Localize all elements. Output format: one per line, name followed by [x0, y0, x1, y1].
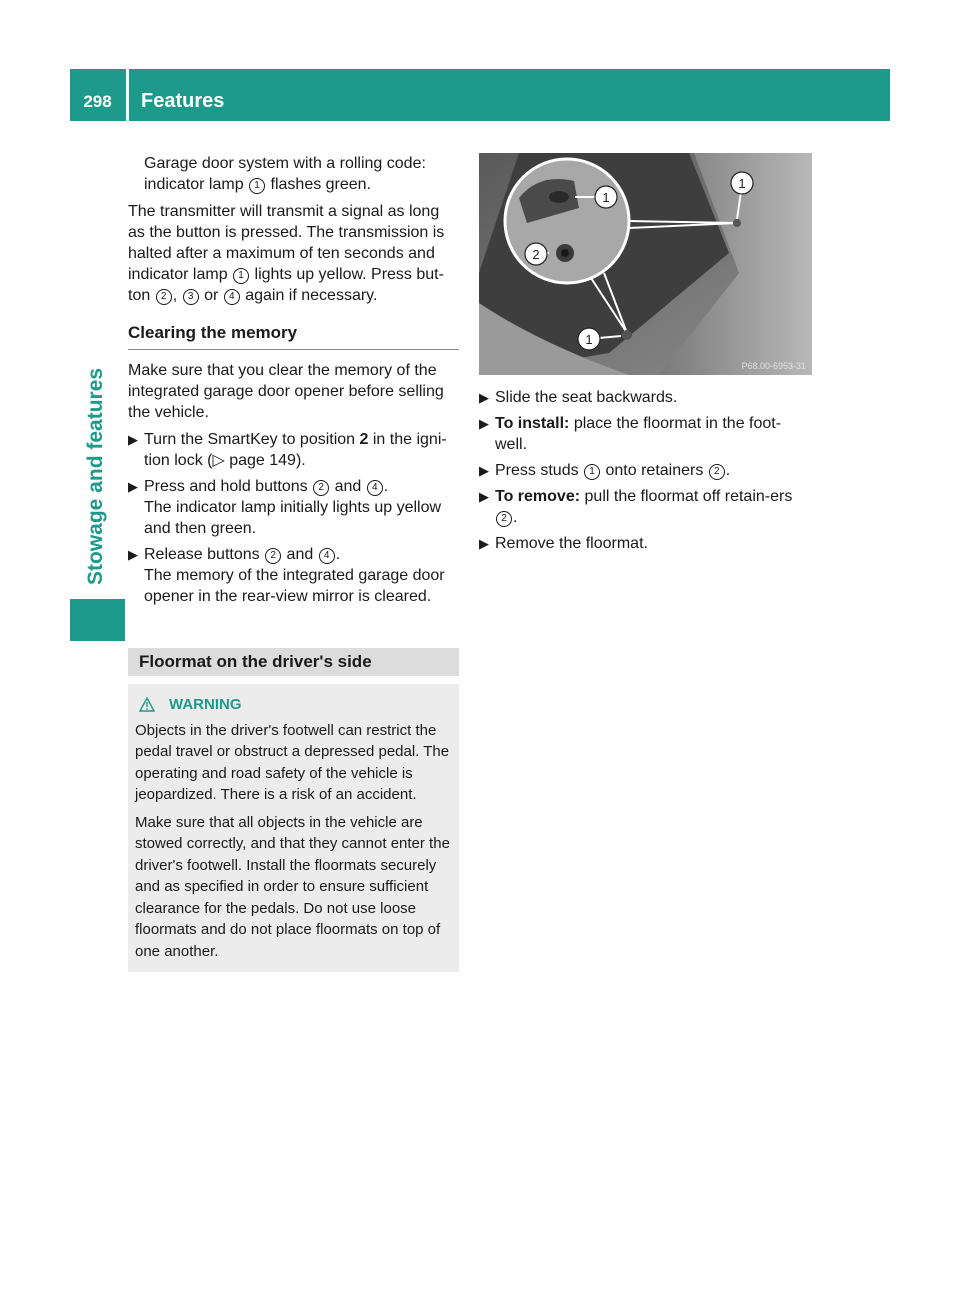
section-heading-floormat: Floormat on the driver's side — [128, 648, 459, 676]
circled-2-icon: 2 — [156, 289, 172, 305]
intro-line-2: indicator lamp 1 flashes green. — [144, 176, 372, 193]
bullet-arrow-icon: ▶ — [128, 547, 138, 562]
list-item: ▶ To install: place the floormat in the foot-well. — [479, 415, 782, 453]
list-item: ▶ Press studs 1 onto retainers 2 . — [479, 462, 731, 479]
bullet-arrow-icon: ▶ — [479, 536, 489, 551]
section-heading-clearing-memory: Clearing the memory — [128, 322, 459, 350]
page-title: Features — [141, 90, 225, 112]
circled-1-icon: 1 — [233, 268, 249, 284]
figure-code: P68.00-6953-31 — [741, 361, 806, 371]
callout-1-label: 1 — [738, 176, 746, 191]
header-divider — [126, 69, 129, 121]
callout-2-label: 2 — [532, 247, 540, 262]
circled-2-icon: 2 — [313, 480, 329, 496]
bullet-arrow-icon: ▶ — [479, 463, 489, 478]
side-tab-marker — [70, 599, 125, 641]
circled-4-icon: 4 — [319, 548, 335, 564]
circled-2-icon: 2 — [265, 548, 281, 564]
floormat-installation-figure — [479, 153, 812, 375]
left-column — [128, 153, 459, 972]
callout-1-label: 1 — [585, 332, 593, 347]
bullet-arrow-icon: ▶ — [479, 390, 489, 405]
circled-2-icon: 2 — [709, 464, 725, 480]
clearing-paragraph: Make sure that you clear the memory of the integrated garage door opener before selling the vehicle. — [128, 362, 444, 421]
side-tab-label: Stowage and features — [84, 367, 107, 585]
circled-4-icon: 4 — [367, 480, 383, 496]
circled-1-icon: 1 — [249, 178, 265, 194]
list-item: ▶ Turn the SmartKey to position 2 in the igni-tion lock (▷ page 149). — [128, 431, 447, 469]
page-reference-link[interactable]: ▷ page 149). — [212, 452, 306, 469]
bullet-arrow-icon: ▶ — [479, 489, 489, 504]
warning-triangle-icon — [139, 697, 155, 712]
bullet-arrow-icon: ▶ — [128, 479, 138, 494]
callout-1-label: 1 — [602, 190, 610, 205]
circled-4-icon: 4 — [224, 289, 240, 305]
intro-line-1: Garage door system with a rolling code: — [144, 155, 426, 172]
warning-box — [128, 684, 459, 972]
bullet-arrow-icon: ▶ — [128, 432, 138, 447]
list-item: ▶ To remove: pull the floormat off retain-ers 2 . — [479, 488, 793, 526]
warning-paragraph-1: Objects in the driver's footwell can restrict the pedal travel or obstruct a depressed pedal. The operating and road safety of the vehicle is jeopardized. There is a risk of an accident. — [135, 721, 450, 803]
transmitter-paragraph: The transmitter will transmit a signal as long as the button is pressed. The transmission is halted after a maximum of ten seconds and indicator lamp 1 lights up yellow. Press but-ton 2 , 3 or 4 again if necessary. — [128, 203, 445, 304]
circled-1-icon: 1 — [584, 464, 600, 480]
circled-2-icon: 2 — [496, 511, 512, 527]
page-number: 298 — [83, 92, 112, 111]
warning-title: WARNING — [135, 694, 451, 716]
warning-paragraph-2: Make sure that all objects in the vehicle are stowed correctly, and that they cannot enter the driver's footwell. Install the floormats securely and as specified in order to ensure sufficient clearance for the pedals. Do not use loose floormats and do not place floormats on top of one another. — [135, 813, 450, 960]
list-item: ▶ Press and hold buttons 2 and 4 . The indicator lamp initially lights up yellow and then green. — [128, 478, 442, 537]
right-column — [479, 153, 812, 559]
list-item: ▶ Remove the floormat. — [479, 535, 648, 552]
list-item: ▶ Slide the seat backwards. — [479, 389, 678, 406]
list-item: ▶ Release buttons 2 and 4 . The memory of the integrated garage door opener in the rear-view mirror is cleared. — [128, 546, 445, 605]
circled-3-icon: 3 — [183, 289, 199, 305]
bullet-arrow-icon: ▶ — [479, 416, 489, 431]
